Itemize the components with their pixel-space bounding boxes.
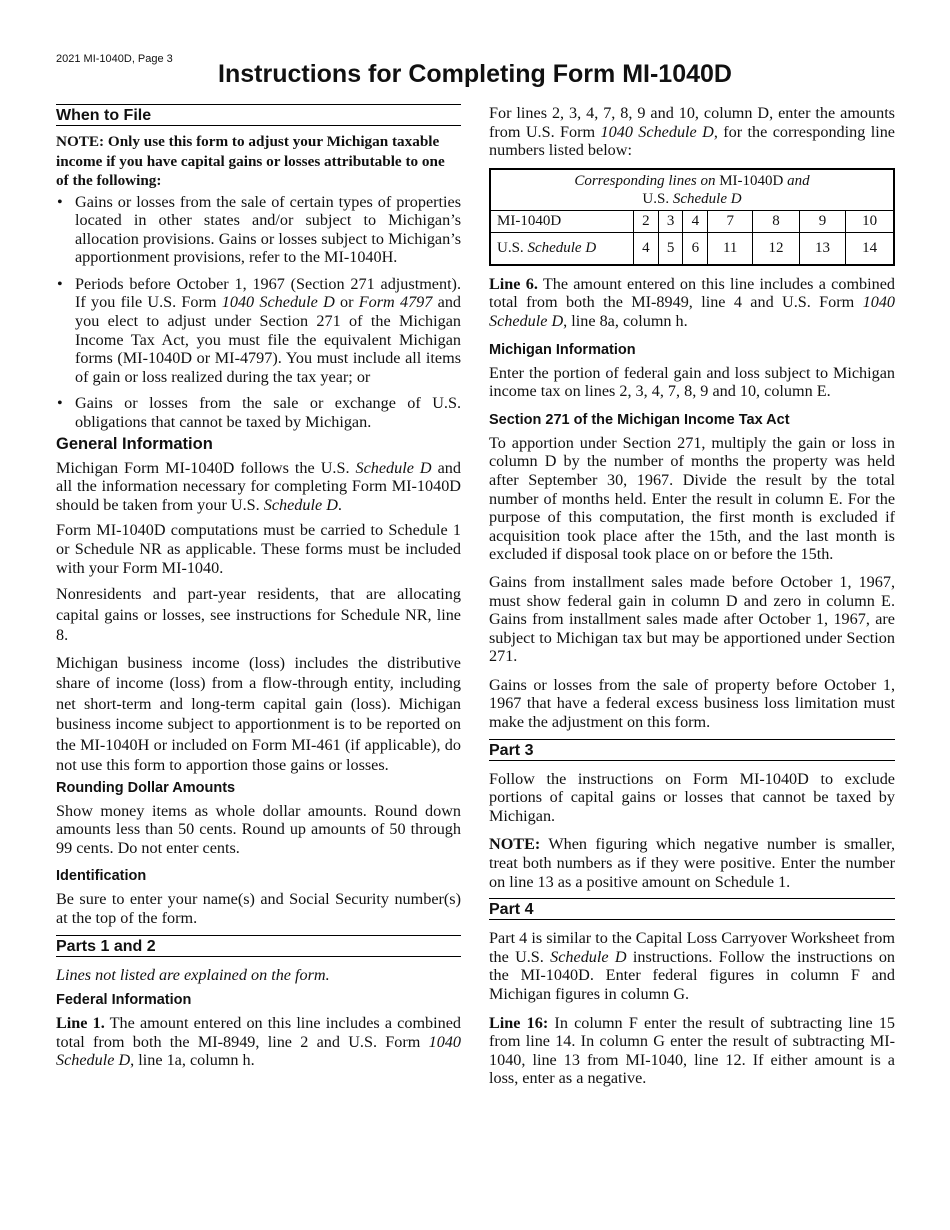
bullet-text-italic: Form 4797 bbox=[358, 293, 433, 312]
list-item bbox=[56, 394, 461, 431]
section-271-paragraph-2: Gains from installment sales made before October 1, 1967, must show federal gain in column D and zero in column E. Gains from installment sales made after October 1, 1967, are subject to Michigan tax but may be apportioned under Section 271. bbox=[489, 572, 895, 666]
section-271-paragraph-3: Gains or losses from the sale of property before October 1, 1967 that have a federal excess business loss limitation must make the adjustment on this form. bbox=[489, 675, 895, 732]
text: MI-1040D bbox=[719, 172, 784, 189]
page-title: Instructions for Completing Form MI-1040D bbox=[218, 60, 732, 88]
table-cell: 12 bbox=[753, 232, 800, 265]
bullet-text-italic: 1040 Schedule D bbox=[221, 293, 335, 312]
line-16-paragraph bbox=[489, 1014, 895, 1088]
part-3-paragraph: Follow the instructions on Form MI-1040D to exclude portions of capital gains or losses that cannot be taxed by Michigan. bbox=[489, 769, 895, 825]
text: The amount entered on this line includes a combined total from both the MI-8949, line 4 and U.S. Form bbox=[489, 274, 895, 312]
part-3-heading: Part 3 bbox=[489, 739, 895, 761]
rounding-heading: Rounding Dollar Amounts bbox=[56, 779, 236, 796]
text-bold: Line 1. bbox=[56, 1014, 105, 1033]
identification-text: Be sure to enter your name(s) and Social Security number(s) at the top of the form. bbox=[56, 890, 461, 928]
table-header bbox=[490, 169, 894, 211]
text: In column F enter the result of subtracting line 15 from line 14. In column G enter the result of subtracting MI-1040, line 13 from MI-1040, line 12. If either amount is a loss, enter as a negative. bbox=[489, 1013, 896, 1088]
right-column bbox=[489, 104, 895, 1095]
michigan-information-heading: Michigan Information bbox=[489, 341, 636, 358]
intro-paragraph bbox=[489, 104, 895, 160]
text-italic: Schedule D bbox=[527, 240, 597, 257]
identification-heading: Identification bbox=[56, 868, 147, 885]
page-label: 2021 MI-1040D, Page 3 bbox=[56, 53, 173, 65]
text-italic: Schedule D bbox=[672, 190, 742, 207]
text: Part 4 is similar to the Capital Loss Carryover Worksheet from the U.S. bbox=[489, 929, 895, 966]
table-cell: 4 bbox=[634, 232, 659, 265]
general-paragraph-3: Nonresidents and part-year residents, that are allocating capital gains or losses, see instructions for Schedule NR, line 8. bbox=[56, 585, 461, 645]
part-3-note bbox=[489, 835, 895, 891]
when-to-file-list bbox=[56, 193, 461, 432]
text-italic: 1040 Schedule D bbox=[489, 293, 895, 330]
general-paragraph-1 bbox=[56, 459, 461, 515]
list-item bbox=[56, 275, 461, 387]
text: , line 8a, column h. bbox=[563, 311, 688, 330]
general-paragraph-4: Michigan business income (loss) includes the distributive share of income (loss) from a flow-through entity, including net short-term and long-term capital gain (loss). Michigan business income subject to apportionment is to be reported on the MI-1040H or included on Form MI-461 (if applicable), do not use this form to apportion those gains or losses. bbox=[56, 653, 461, 775]
table-cell bbox=[490, 232, 634, 265]
table-cell: 11 bbox=[708, 232, 753, 265]
text: For lines 2, 3, 4, 7, 8, 9 and 10, column D, enter the amounts from U.S. Form bbox=[489, 104, 895, 141]
table-cell: 4 bbox=[683, 210, 708, 232]
text-bold: Line 16: bbox=[489, 1013, 549, 1032]
table-cell: 7 bbox=[708, 210, 753, 232]
bullet-text: or bbox=[334, 293, 359, 312]
text: . bbox=[337, 495, 342, 514]
table-cell: 10 bbox=[846, 210, 894, 232]
table-cell: 13 bbox=[799, 232, 846, 265]
text-italic: Schedule D bbox=[355, 458, 432, 477]
text: , for the corresponding line numbers listed below: bbox=[489, 122, 895, 160]
parts-1-2-heading: Parts 1 and 2 bbox=[56, 935, 461, 957]
bullet-text: Periods before October 1, 1967 (Section 271 adjustment). If you file U.S. Form bbox=[75, 274, 461, 312]
corresponding-lines-table bbox=[489, 168, 895, 266]
text-bold: Line 6. bbox=[489, 274, 538, 293]
bullet-text: Gains or losses from the sale of certain types of properties located in other states and/or subject to Michigan’s allocation provisions. Gains or losses subject to Michigan’s apportionment provisions, refer to the MI-1040H. bbox=[75, 192, 461, 267]
rounding-text: Show money items as whole dollar amounts. Round down amounts less than 50 cents. Round up amounts of 50 through 99 cents. Do not enter cents. bbox=[56, 801, 461, 857]
table-cell: MI-1040D bbox=[490, 210, 634, 232]
text-bold: NOTE: bbox=[489, 835, 541, 854]
table-cell: 14 bbox=[846, 232, 894, 265]
table-row bbox=[490, 210, 894, 232]
parts-1-2-note: Lines not listed are explained on the form. bbox=[56, 965, 330, 984]
text: Michigan Form MI-1040D follows the U.S. bbox=[56, 458, 356, 477]
text: and all the information necessary for completing Form MI-1040D should be taken from your U.S. bbox=[56, 458, 461, 514]
part-4-paragraph bbox=[489, 929, 895, 1003]
table-cell: 8 bbox=[753, 210, 800, 232]
text-italic: and bbox=[783, 172, 810, 189]
text-italic: 1040 Schedule D bbox=[600, 122, 714, 141]
general-information-heading: General Information bbox=[56, 434, 213, 453]
bullet-text: Gains or losses from the sale or exchange of U.S. obligations that cannot be taxed by Michigan. bbox=[75, 394, 461, 432]
table-cell: 9 bbox=[799, 210, 846, 232]
text: U.S. bbox=[642, 190, 673, 207]
text-italic: Schedule D bbox=[263, 495, 338, 514]
michigan-information-text: Enter the portion of federal gain and loss subject to Michigan income tax on lines 2, 3, 4, 7, 8, 9 and 10, column E. bbox=[489, 363, 895, 401]
text-italic: Schedule D bbox=[550, 947, 627, 966]
when-to-file-heading: When to File bbox=[56, 104, 461, 126]
text: When figuring which negative number is smaller, treat both numbers as if they were positive. Enter the number on line 13 as a positive amount on Schedule 1. bbox=[489, 835, 895, 891]
text-italic: 1040 Schedule D bbox=[56, 1032, 461, 1070]
left-column bbox=[56, 104, 461, 1077]
table-cell: 6 bbox=[683, 232, 708, 265]
text-italic: Corresponding lines on bbox=[574, 172, 720, 189]
general-paragraph-2: Form MI-1040D computations must be carried to Schedule 1 or Schedule NR as applicable. These forms must be included with your Form MI-1040. bbox=[56, 521, 461, 577]
bullet-text: and you elect to adjust under Section 271 of the Michigan Income Tax Act, you must file the equivalent Michigan forms (MI-1040D or MI-4797). You must include all items of gain or loss realized during the tax year; or bbox=[75, 293, 462, 386]
text: , line 1a, column h. bbox=[130, 1051, 255, 1070]
section-271-heading: Section 271 of the Michigan Income Tax Act bbox=[489, 411, 790, 428]
table-cell: 3 bbox=[658, 210, 683, 232]
line-6-paragraph bbox=[489, 275, 895, 331]
text: The amount entered on this line includes a combined total from both the MI-8949, line 2 and U.S. Form bbox=[56, 1014, 462, 1051]
table-cell: 2 bbox=[634, 210, 659, 232]
part-4-heading: Part 4 bbox=[489, 898, 895, 920]
section-271-paragraph-1: To apportion under Section 271, multiply the gain or loss in column D by the number of months the property was held after September 30, 1967. Divide the result by the total number of months held. Enter the result in column E. For the purpose of this computation, the first month is excluded if acquisition took place after the 15th, and the last month is excluded if disposal took place on or before the 15th. bbox=[489, 433, 895, 564]
list-item bbox=[56, 193, 461, 267]
when-to-file-note: NOTE: Only use this form to adjust your Michigan taxable income if you have capital gains or losses attributable to one of the following: bbox=[56, 133, 445, 189]
text: instructions. Follow the instructions on the MI-1040D. Enter federal figures in column F and Michigan figures in column G. bbox=[489, 947, 896, 1003]
table-cell: 5 bbox=[658, 232, 683, 265]
table-row bbox=[490, 232, 894, 265]
text: U.S. bbox=[497, 240, 528, 257]
line-1-paragraph bbox=[56, 1014, 461, 1070]
federal-information-heading: Federal Information bbox=[56, 992, 192, 1009]
